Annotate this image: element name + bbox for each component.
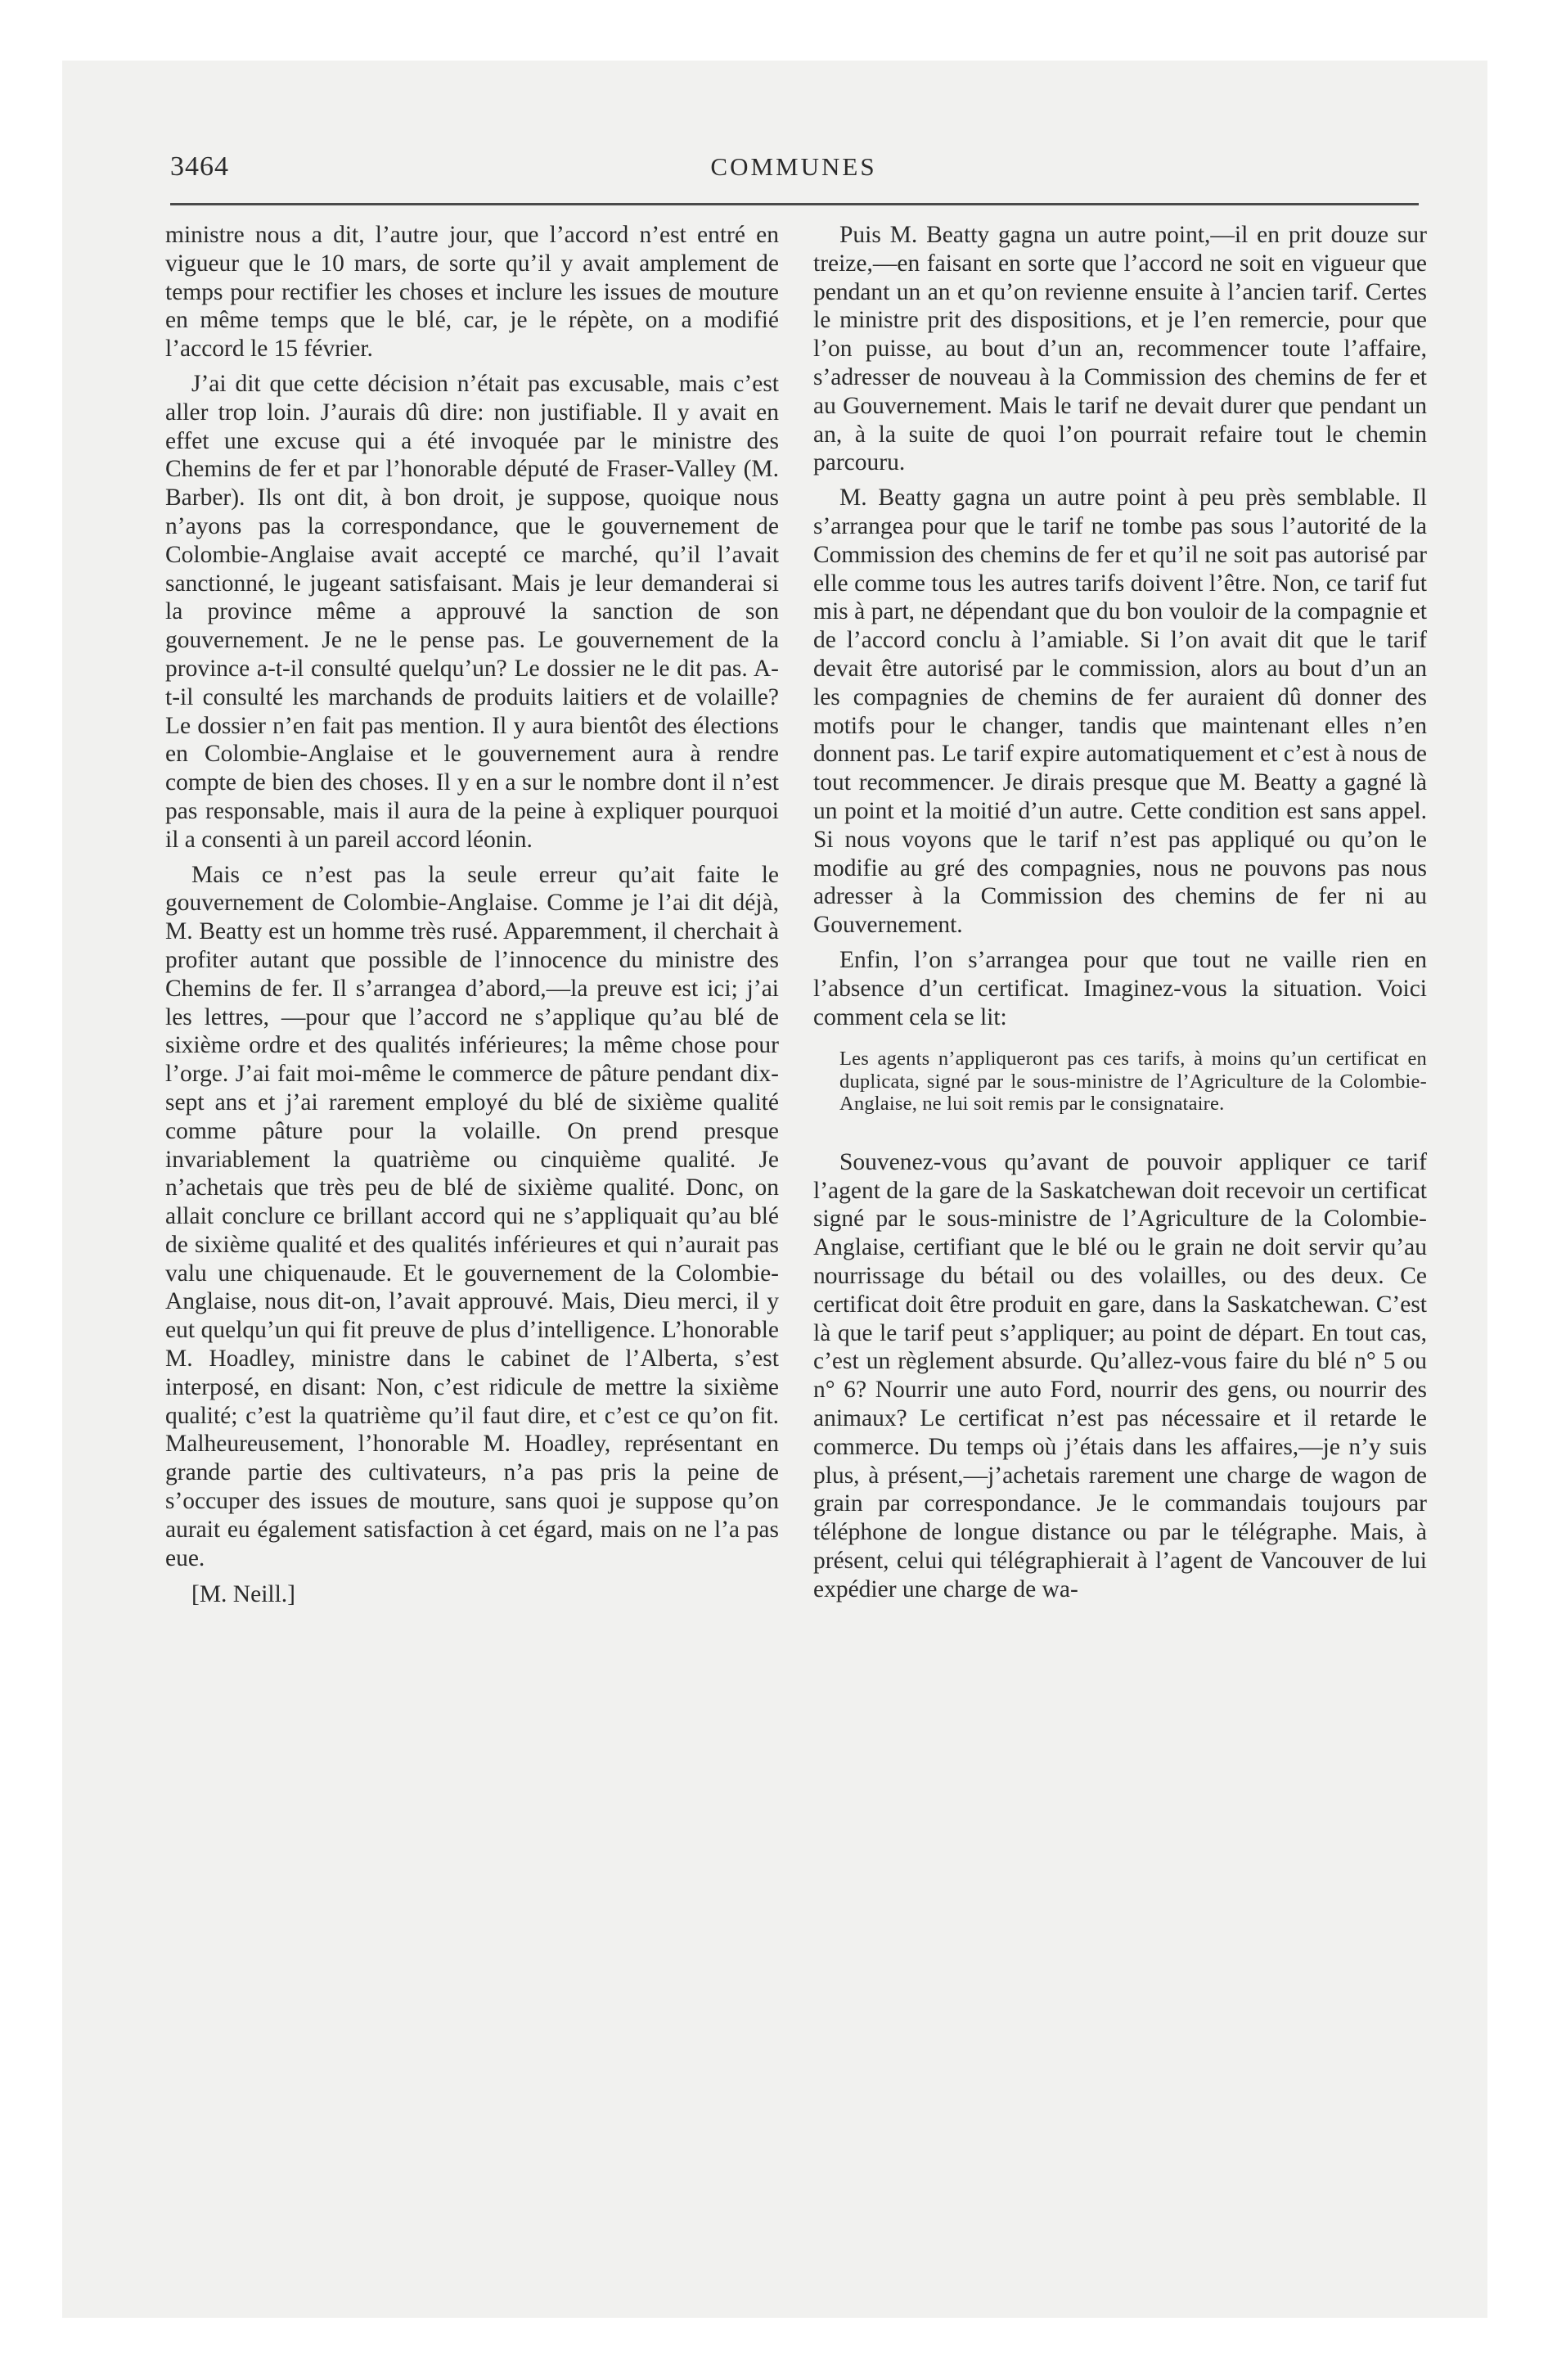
paragraph: J’ai dit que cette décision n’était pas excusable, mais c’est aller trop loin. J’aurais dû dire: non justifiable. Il y avait en effet une excuse qui a été invoquée par le ministre des Chemins de fer et par l’honorable député de Fraser-Valley (M. Barber). Ils ont dit, à bon droit, je suppose, quoique nous n’ayons pas la correspondance, que le gouvernement de Colombie-Anglaise avait accepté ce marché, qu’il l’avait sanctionné, le jugeant satisfaisant. Mais je leur demanderai si la province même a approuvé la sanction de son gouvernement. Je ne le pense pas. Le gouvernement de la province a-t-il consulté quelqu’un? Le dossier ne le dit pas. A-t-il consulté les marchands de produits laitiers et de volaille? Le dossier n’en fait pas mention. Il y aura bientôt des élections en Colombie-Anglaise et le gouvernement aura à rendre compte de bien des choses. Il y en a sur le nombre dont il n’est pas responsable, mais il aura de la peine à expliquer pourquoi il a consenti à un pareil accord léonin.: [165, 370, 779, 853]
right-column: [813, 221, 1427, 2226]
speaker-note: [M. Neill.]: [191, 1581, 295, 1608]
running-head: COMMUNES: [710, 152, 877, 181]
paragraph: ministre nous a dit, l’autre jour, que l’accord n’est entré en vigueur que le 10 mars, de sorte qu’il y avait amplement de temps pour rectifier les choses et inclure les issues de mouture en même temps que le blé, car, je le répète, on a modifié l’accord le 15 février.: [165, 222, 779, 363]
block-quote: [839, 1048, 1427, 1116]
header-rule: [170, 203, 1419, 205]
paragraph: Puis M. Beatty gagna un autre point,—il en prit douze sur treize,—en faisant en sorte que l’accord ne soit en vigueur que pendant un an et qu’on revienne ensuite à l’ancien tarif. Certes le ministre prit des dispositions, et je l’en remercie, pour que l’on puisse, au bout d’un an, recommencer toute l’affaire, s’adresser de nouveau à la Commission des chemins de fer et au Gouvernement. Mais le tarif ne devait durer que pendant un an, à la suite de quoi l’on pourrait refaire tout le chemin parcouru.: [813, 222, 1427, 476]
left-column: [165, 221, 779, 2226]
paragraph: Mais ce n’est pas la seule erreur qu’ait faite le gouvernement de Colombie-Anglaise. Comme je l’ai dit déjà, M. Beatty est un homme très rusé. Apparemment, il cherchait à profiter autant que possible de l’innocence du ministre des Chemins de fer. Il s’arrangea d’abord,—la preuve est ici; j’ai les lettres, —pour que l’accord ne s’applique qu’au blé de sixième ordre et des qualités inférieures; la même chose pour l’orge. J’ai fait moi-même le commerce de pâture pendant dix-sept ans et j’ai rarement employé du blé de sixième qualité comme pâture pour la volaille. On prend presque invariablement la quatrième ou cinquième qualité. Je n’achetais que très peu de blé de sixième qualité. Donc, on allait conclure ce brillant accord qui ne s’appliquait qu’au blé de sixième qualité et des qualités inférieures et qui n’aurait pas valu une chiquenaude. Et le gouvernement de la Colombie-Anglaise, nous dit-on, l’avait approuvé. Mais, Dieu merci, il y eut quelqu’un qui fit preuve de plus d’intelligence. L’honorable M. Hoadley, ministre dans le cabinet de l’Alberta, s’est interposé, en disant: Non, c’est ridicule de mettre la sixième qualité; c’est la quatrième qu’il faut dire, et c’est ce qu’on fit. Malheureusement, l’honorable M. Hoadley, représentant en grande partie des cultivateurs, n’a pas pris la peine de s’occuper des issues de mouture, sans quoi je suppose qu’on aurait eu également satisfaction à cet égard, mais on ne l’a pas eue.: [165, 861, 779, 1571]
paragraph: Enfin, l’on s’arrangea pour que tout ne vaille rien en l’absence d’un certificat. Imaginez-vous la situation. Voici comment cela se lit:: [813, 946, 1427, 1030]
page-number: 3464: [170, 151, 229, 182]
quote-text: Les agents n’appliqueront pas ces tarifs, à moins qu’un certificat en duplicata, signé par le sous-ministre de l’Agriculture de la Colombie-Anglaise, ne lui soit remis par le consignataire.: [839, 1048, 1427, 1116]
paragraph: Souvenez-vous qu’avant de pouvoir appliquer ce tarif l’agent de la gare de la Saskatchewan doit recevoir un certificat signé par le sous-ministre de l’Agriculture de la Colombie-Anglaise, certifiant que le blé ou le grain ne doit servir qu’au nourrissage du bétail ou des volailles, ou des deux. Ce certificat doit être produit en gare, dans la Saskatchewan. C’est là que le tarif peut s’appliquer; au point de départ. En tout cas, c’est un règlement absurde. Qu’allez-vous faire du blé n° 5 ou n° 6? Nourrir une auto Ford, nourrir des gens, ou nourrir des animaux? Le certificat n’est pas nécessaire et il retarde le commerce. Du temps où j’étais dans les affaires,—je n’y suis plus, à présent,—j’achetais rarement une charge de wagon de grain par correspondance. Je le commandais toujours par téléphone de longue distance ou par le télégraphe. Mais, à présent, celui qui télégraphierait à l’agent de Vancouver de lui expédier une charge de wa-: [813, 1148, 1427, 1602]
paragraph: M. Beatty gagna un autre point à peu près semblable. Il s’arrangea pour que le tarif ne tombe pas sous l’autorité de la Commission des chemins de fer et qu’il ne soit pas autorisé par elle comme tous les autres tarifs doivent l’être. Non, ce tarif fut mis à part, ne dépendant que du bon vouloir de la compagnie et de l’accord conclu à l’amiable. Si l’on avait dit que le tarif devait être autorisé par le commission, alors au bout d’un an les compagnies de chemins de fer auraient dû donner des motifs pour le changer, tandis que maintenant elles n’en donnent pas. Le tarif expire automatiquement et c’est à nous de tout recommencer. Je dirais presque que M. Beatty a gagné là un point et la moitié d’un autre. Cette condition est sans appel. Si nous voyons que le tarif n’est pas appliqué ou qu’on le modifie au gré des compagnies, nous ne pouvons pas nous adresser à la Commission des chemins de fer ni au Gouvernement.: [813, 485, 1427, 939]
page-header: [170, 151, 1417, 183]
